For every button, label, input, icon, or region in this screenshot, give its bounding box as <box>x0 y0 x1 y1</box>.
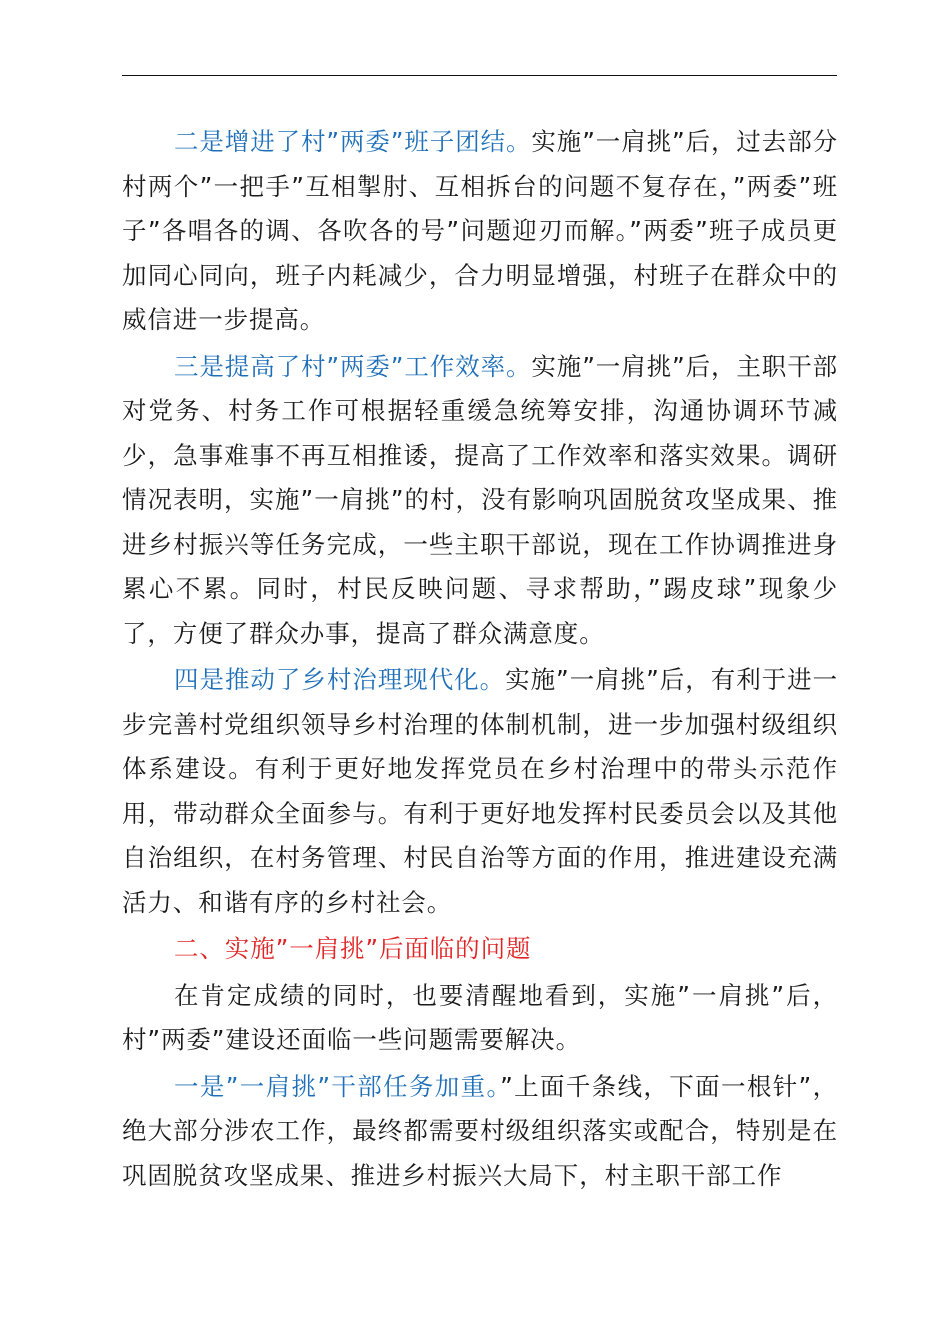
paragraph-lead-title: 三是提高了村”两委”工作效率。 <box>174 351 532 381</box>
paragraph-work-efficiency <box>122 345 838 657</box>
paragraph-lead-title: 四是推动了乡村治理现代化。 <box>174 665 506 694</box>
paragraph-team-unity <box>122 120 838 343</box>
header-rule <box>122 75 837 76</box>
paragraph-body-text: 实施”一肩挑”后，有利于进一步完善村党组织领导乡村治理的体制机制，进一步加强村级组织体系建设。有利于更好地发挥党员在乡村治理中的带头示范作用，带动群众全面参与。有利于更好地发挥村民委员会以及其他自治组织，在村务管理、村民自治等方面的作用，推进建设充满活力、和谐有序的乡村社会。 <box>122 665 838 917</box>
paragraph-body-text: 实施”一肩挑”后，主职干部对党务、村务工作可根据轻重缓急统筹安排，沟通协调环节减少，急事难事不再互相推诿，提高了工作效率和落实效果。调研情况表明，实施”一肩挑”的村，没有影响巩固脱贫攻坚成果、推进乡村振兴等任务完成，一些主职干部说，现在工作协调推进身累心不累。同时，村民反映问题、寻求帮助，”踢皮球”现象少了，方便了群众办事，提高了群众满意度。 <box>122 351 838 648</box>
paragraph-workload-increase <box>122 1065 838 1199</box>
paragraph-body-text: 在肯定成绩的同时，也要清醒地看到，实施”一肩挑”后，村”两委”建设还面临一些问题需要解决。 <box>122 980 838 1054</box>
paragraph-body-text: 实施”一肩挑”后，过去部分村两个”一把手”互相掣肘、互相拆台的问题不复存在，”两委”班子”各唱各的调、各吹各的号”问题迎刃而解。”两委”班子成员更加同心同向，班子内耗减少，合力明显增强，村班子在群众中的威信进一步提高。 <box>122 127 838 334</box>
paragraph-intro-problems <box>122 974 838 1063</box>
paragraph-lead-title: 二是增进了村”两委”班子团结。 <box>174 127 532 156</box>
document-body <box>122 120 838 1200</box>
paragraph-body-text: ”上面千条线，下面一根针”，绝大部分涉农工作，最终都需要村级组织落实或配合，特别是在巩固脱贫攻坚成果、推进乡村振兴大局下，村主职干部工作 <box>122 1071 839 1190</box>
paragraph-lead-title: 一是”一肩挑”干部任务加重。 <box>174 1071 501 1101</box>
section-heading: 二、实施”一肩挑”后面临的问题 <box>174 934 532 963</box>
paragraph-governance-modernization <box>122 658 838 925</box>
